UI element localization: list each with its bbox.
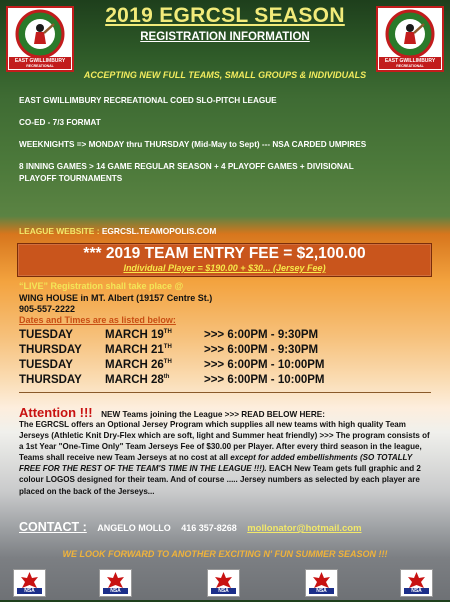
schedule-day: TUESDAY xyxy=(19,329,73,341)
logo-caption: EAST GWILLIMBURY xyxy=(384,58,436,64)
logo-caption-small: RECREATIONAL xyxy=(396,64,424,68)
league-name: EAST GWILLIMBURY RECREATIONAL COED SLO-PITCH LEAGUE xyxy=(19,96,277,105)
contact-phone: 416 357-8268 xyxy=(181,523,237,533)
league-format: CO-ED - 7/3 FORMAT xyxy=(19,118,101,127)
dates-note: Dates and Times are as listed below: xyxy=(19,315,176,325)
games-info-line2: PLAYOFF TOURNAMENTS xyxy=(19,174,123,183)
live-registration-note: “LIVE” Registration shall take place @ xyxy=(19,281,184,291)
schedule-day: TUESDAY xyxy=(19,359,73,371)
contact-name: ANGELO MOLLO xyxy=(97,523,171,533)
badge-text: NSA xyxy=(218,588,229,594)
schedule-day: THURSDAY xyxy=(19,374,82,386)
logo-caption-small: RECREATIONAL xyxy=(26,64,54,68)
schedule-day: THURSDAY xyxy=(19,344,82,356)
badge-text: NSA xyxy=(411,588,422,594)
nsa-logo xyxy=(400,569,433,597)
team-entry-fee: *** 2019 TEAM ENTRY FEE = $2,100.00 xyxy=(83,245,366,262)
badge-text: NSA xyxy=(24,588,35,594)
games-info-line1: 8 INNING GAMES > 14 GAME REGULAR SEASON + 4 PLAYOFF GAMES + DIVISIONAL xyxy=(19,162,354,171)
nsa-logo xyxy=(13,569,46,597)
section-divider xyxy=(19,392,431,393)
page-subtitle: REGISTRATION INFORMATION xyxy=(140,31,310,43)
venue-phone: 905-557-2222 xyxy=(19,304,76,314)
schedule-date: MARCH 28th xyxy=(105,374,170,386)
page-title: 2019 EGRCSL SEASON xyxy=(105,4,345,27)
league-logo-left xyxy=(6,6,74,72)
jersey-program-text: The EGRCSL offers an Optional Jersey Program which supplies all new teams with high quality Team Jerseys (Athletic Knit Dry-Flex which are soft, light and Summer heat friendly) >>> The program consists of a 1st Year "One-Time Only" Team Jerseys Fee of $30.00 per Player. After every third season in the league, Teams shall receive new Team Jerseys at no cost at all except for added embellishments (SO TOTALLY FREE FOR THE REST OF THE TEAM'S TIME IN THE LEAGUE !!!). EACH New Team gets full graphic and 2 colour LOGOS designed for their team. And of course ..... Jersey numbers as selected by each player are placed on the back of the Jerseys... xyxy=(19,420,430,496)
registration-venue: WING HOUSE in MT. Albert (19157 Centre St.) xyxy=(19,293,213,303)
badge-text: NSA xyxy=(110,588,121,594)
contact-email-link[interactable]: mollonator@hotmail.com xyxy=(247,523,362,534)
contact-label: CONTACT : xyxy=(19,520,87,534)
nsa-logo xyxy=(305,569,338,597)
website-link[interactable]: EGRCSL.TEAMOPOLIS.COM xyxy=(101,226,217,236)
badge-text: NSA xyxy=(316,588,327,594)
schedule-time: >>> 6:00PM - 9:30PM xyxy=(204,329,319,341)
schedule-date: MARCH 19TH xyxy=(105,329,172,341)
schedule-time: >>> 6:00PM - 10:00PM xyxy=(204,359,325,371)
schedule-date: MARCH 26TH xyxy=(105,359,172,371)
nsa-logo xyxy=(99,569,132,597)
attention-label: Attention !!! xyxy=(19,405,93,420)
schedule-time: >>> 6:00PM - 9:30PM xyxy=(204,344,319,356)
logo-caption: EAST GWILLIMBURY xyxy=(14,58,66,64)
league-website xyxy=(19,226,216,236)
attention-note: NEW Teams joining the League >>> READ BELOW HERE: xyxy=(101,410,325,419)
weeknights-info: WEEKNIGHTS => MONDAY thru THURSDAY (Mid-May to Sept) --- NSA CARDED UMPIRES xyxy=(19,140,367,149)
schedule-time: >>> 6:00PM - 10:00PM xyxy=(204,374,325,386)
accepting-banner: ACCEPTING NEW FULL TEAMS, SMALL GROUPS & INDIVIDUALS xyxy=(83,70,367,80)
league-logo-right xyxy=(376,6,444,72)
team-fee-banner xyxy=(17,243,432,277)
nsa-logo xyxy=(207,569,240,597)
website-label: LEAGUE WEBSITE : xyxy=(19,226,100,236)
schedule-date: MARCH 21TH xyxy=(105,344,172,356)
closing-message: WE LOOK FORWARD TO ANOTHER EXCITING N' FUN SUMMER SEASON !!! xyxy=(62,549,388,559)
contact-line xyxy=(19,518,362,536)
individual-player-fee: Individual Player = $190.00 + $30... (Jersey Fee) xyxy=(123,263,326,273)
